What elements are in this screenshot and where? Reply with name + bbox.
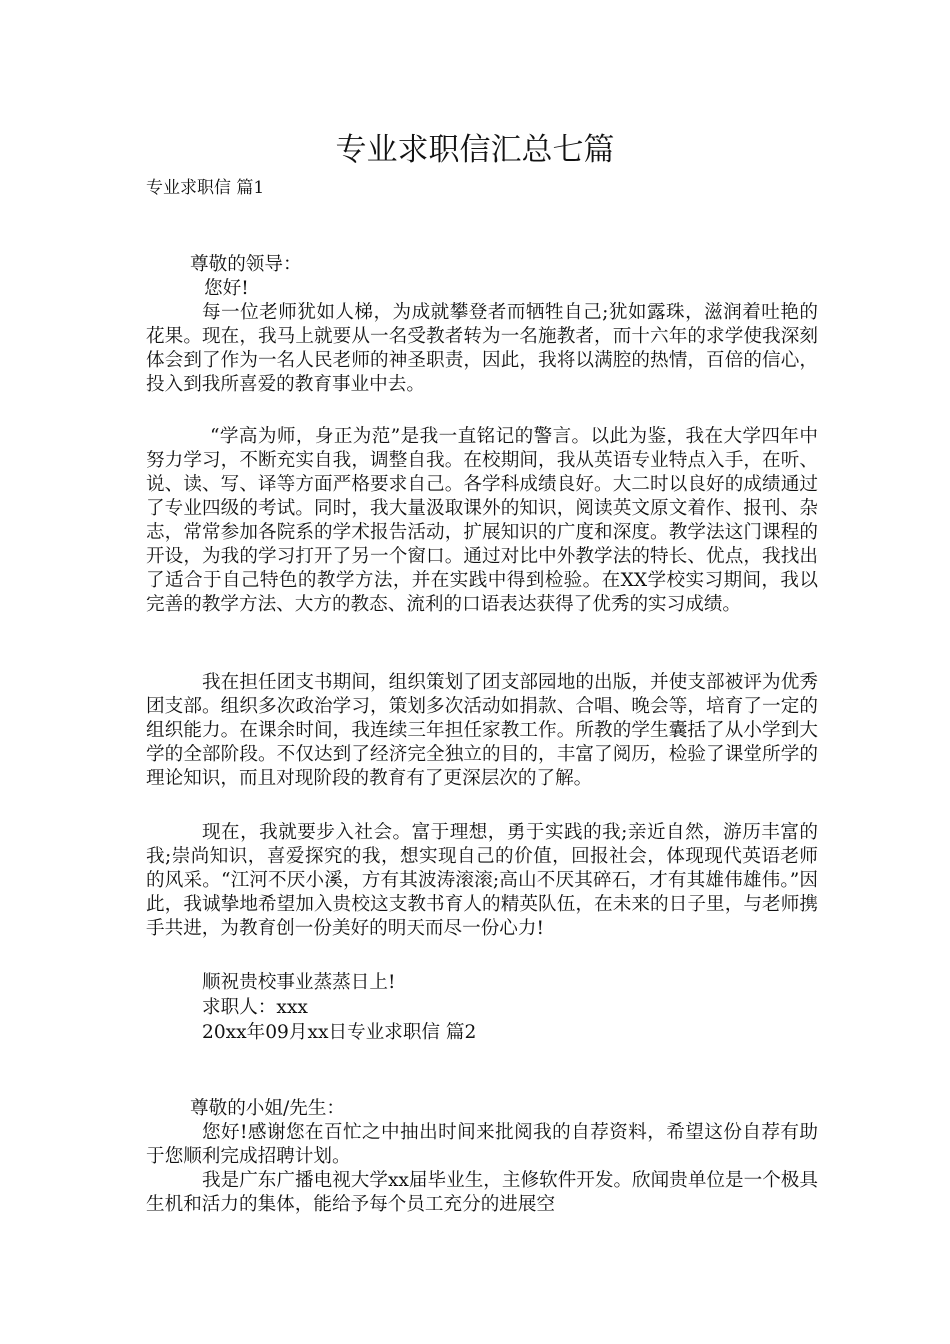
letter-1-salutation: 尊敬的领导： — [190, 254, 302, 275]
document-title: 专业求职信汇总七篇 — [335, 132, 615, 168]
letter-1-signature: 求职人：xxx — [202, 997, 308, 1018]
letter-1-heading: 专业求职信 篇1 — [146, 178, 265, 198]
letter-1-paragraph-3: 我在担任团支书期间，组织策划了团支部园地的出版，并使支部被评为优秀团支部。组织多次政治学习，策划多次活动如捐款、合唱、晚会等，培育了一定的组织能力。在课余时间，我连续三年担任家教工作。所教的学生囊括了从小学到大学的全部阶段。不仅达到了经济完全独立的目的，丰富了阅历，检验了课堂所学的理论知识，而且对现阶段的教育有了更深层次的了解。 — [146, 672, 818, 789]
letter-1-paragraph-4: 现在，我就要步入社会。富于理想，勇于实践的我;亲近自然，游历丰富的我;崇尚知识，喜爱探究的我，想实现自己的价值，回报社会，体现现代英语老师的风采。“江河不厌小溪，方有其波涛滚滚;高山不厌其碎石，才有其雄伟雄伟。”因此，我诚挚地希望加入贵校这支教书育人的精英队伍，在未来的日子里，与老师携手共进，为教育创一份美好的明天而尽一份心力! — [146, 822, 818, 939]
letter-1-closing: 顺祝贵校事业蒸蒸日上! — [202, 972, 396, 993]
letter-1-greeting: 您好! — [204, 278, 249, 299]
letter-2-paragraph-1: 您好!感谢您在百忙之中抽出时间来批阅我的自荐资料，希望这份自荐有助于您顺利完成招聘计划。 — [146, 1122, 818, 1167]
letter-2-paragraph-2: 我是广东广播电视大学xx届毕业生，主修软件开发。欣闻贵单位是一个极具生机和活力的集体，能给予每个员工充分的进展空 — [146, 1170, 818, 1215]
letter-1-date-and-letter-2-heading: 20xx年09月xx日专业求职信 篇2 — [202, 1022, 477, 1043]
letter-2-salutation: 尊敬的小姐/先生： — [190, 1098, 346, 1119]
letter-1-paragraph-1: 每一位老师犹如人梯，为成就攀登者而牺牲自己;犹如露珠，滋润着吐艳的花果。现在，我马上就要从一名受教者转为一名施教者，而十六年的求学使我深刻体会到了作为一名人民老师的神圣职责，因此，我将以满腔的热情，百倍的信心，投入到我所喜爱的教育事业中去。 — [146, 302, 818, 395]
letter-1-paragraph-2: “学高为师，身正为范”是我一直铭记的警言。以此为鉴，我在大学四年中努力学习，不断充实自我，调整自我。在校期间，我从英语专业特点入手，在听、说、读、写、译等方面严格要求自己。各学科成绩良好。大二时以良好的成绩通过了专业四级的考试。同时，我大量汲取课外的知识，阅读英文原文着作、报刊、杂志，常常参加各院系的学术报告活动，扩展知识的广度和深度。教学法这门课程的开设，为我的学习打开了另一个窗口。通过对比中外教学法的特长、优点，我找出了适合于自己特色的教学方法，并在实践中得到检验。在XX学校实习期间，我以完善的教学方法、大方的教态、流利的口语表达获得了优秀的实习成绩。 — [146, 426, 818, 615]
